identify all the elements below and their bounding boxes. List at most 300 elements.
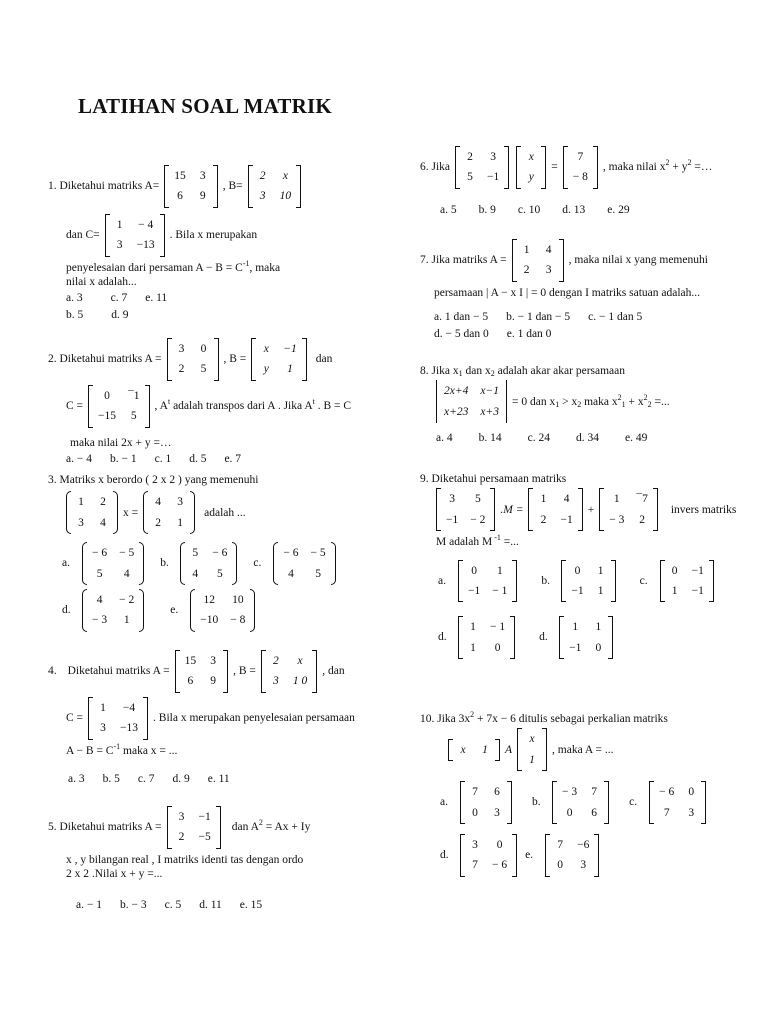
- matrix-cell: 1 0: [292, 675, 308, 688]
- matrix-cell: 2: [639, 513, 645, 526]
- question-7: [420, 237, 708, 343]
- q9-option-c-label[interactable]: c.: [639, 574, 648, 587]
- right-bracket: [113, 491, 118, 534]
- matrix-cell: 1: [177, 516, 183, 529]
- matrix-cell: 5: [216, 567, 223, 580]
- matrix-cell: −1: [198, 811, 211, 823]
- q4-mid: , B =: [233, 665, 256, 678]
- right-bracket: [302, 338, 307, 381]
- q10-option-d-label[interactable]: d.: [440, 849, 449, 862]
- right-bracket: [145, 385, 150, 428]
- matrix-cell: − 8: [230, 614, 246, 627]
- q10-row-vector: [448, 739, 500, 761]
- matrix-cell: − 3: [562, 786, 578, 799]
- right-bracket: [216, 806, 221, 849]
- matrix-cell: − 4: [138, 218, 154, 231]
- right-bracket: [232, 542, 237, 585]
- q2-tail: dan: [315, 353, 333, 366]
- matrix-cell: x+23: [444, 405, 469, 418]
- right-bracket: [611, 560, 616, 603]
- q4-lead: Diketahui matriks A =: [67, 665, 170, 678]
- q6-vector-result: [563, 146, 598, 189]
- matrix-cell: 1: [470, 641, 476, 654]
- q8-option-c[interactable]: c. 24: [527, 432, 550, 445]
- right-bracket: [213, 165, 218, 208]
- q7-option-d[interactable]: d. − 5 dan 0: [434, 327, 489, 340]
- q5-option-b[interactable]: b. − 3: [119, 898, 147, 911]
- matrix-cell: x+3: [480, 405, 499, 418]
- matrix-cell: 4: [100, 516, 106, 529]
- matrix-cell: 1: [613, 493, 620, 506]
- matrix-cell: − 8: [572, 171, 588, 184]
- matrix-cell: 5: [474, 493, 481, 506]
- matrix-cell: 7: [663, 806, 670, 819]
- q2-option-a[interactable]: a. − 4: [66, 452, 92, 465]
- matrix-cell: x: [528, 151, 534, 163]
- matrix-cell: x−1: [480, 385, 499, 398]
- q3-option-c-matrix: [273, 542, 335, 585]
- q9-option-c-matrix: [660, 560, 714, 603]
- q3-option-a-matrix: [82, 542, 144, 585]
- matrix-cell: 1: [482, 743, 488, 756]
- right-bracket: [594, 834, 599, 877]
- question-9: [420, 472, 736, 663]
- matrix-cell: 3: [116, 239, 123, 252]
- q1-matrix-a: [164, 165, 218, 208]
- q7-option-a[interactable]: a. 1 dan − 5: [434, 311, 489, 324]
- q1-option-d[interactable]: d. 9: [111, 308, 129, 321]
- matrix-cell: 3: [178, 811, 185, 823]
- q5-matrix-a: [167, 806, 221, 849]
- matrix-cell: 2: [155, 516, 161, 529]
- matrix-cell: 0: [671, 564, 678, 577]
- question-6: [420, 144, 712, 219]
- matrix-cell: −1: [468, 584, 481, 597]
- matrix-cell: − 2: [470, 513, 486, 526]
- matrix-cell: −1: [569, 641, 582, 654]
- matrix-cell: 5: [200, 363, 207, 376]
- right-bracket: [190, 491, 195, 534]
- right-bracket: [559, 239, 564, 282]
- matrix-cell: 6: [177, 190, 183, 203]
- q10-option-b-matrix: [552, 781, 609, 824]
- matrix-cell: 2x+4: [444, 385, 469, 398]
- matrix-cell: 1: [496, 564, 503, 577]
- matrix-cell: 0: [566, 806, 573, 819]
- matrix-cell: 9: [210, 675, 216, 688]
- right-bracket: [214, 338, 219, 381]
- right-bracket: [507, 781, 512, 824]
- q7-options-row2: [434, 327, 708, 341]
- matrix-cell: 4: [192, 567, 199, 580]
- matrix-cell: 12: [203, 593, 215, 606]
- question-8: [420, 364, 670, 448]
- q4-matrix-c: [88, 697, 148, 740]
- matrix-cell: 3: [178, 343, 185, 355]
- matrix-cell: − 6: [92, 547, 108, 560]
- q3-option-e-matrix: [190, 589, 255, 632]
- worksheet-title: LATIHAN SOAL MATRIK: [78, 94, 332, 118]
- q3-option-b-label[interactable]: b.: [160, 557, 169, 570]
- q1-matrix-b: [248, 165, 302, 208]
- matrix-cell: 7: [472, 859, 478, 872]
- matrix-cell: −1: [487, 171, 500, 184]
- q3-option-b-matrix: [180, 542, 237, 585]
- q9-option-a-label[interactable]: a.: [438, 574, 446, 587]
- q10-matrix-a-symbol: A: [505, 743, 513, 756]
- question-1: [48, 163, 303, 324]
- right-bracket: [250, 589, 255, 632]
- right-bracket: [512, 834, 517, 877]
- matrix-cell: 0: [472, 806, 478, 819]
- q9-option-a-matrix: [458, 560, 517, 603]
- q2-option-d[interactable]: d. 5: [189, 452, 207, 465]
- matrix-cell: 1: [523, 244, 530, 256]
- matrix-cell: 3: [545, 264, 552, 277]
- matrix-cell: 2: [467, 151, 473, 163]
- matrix-cell: ¯7: [636, 493, 648, 506]
- matrix-cell: 4: [123, 567, 130, 580]
- q10-option-b-label[interactable]: b.: [532, 796, 541, 809]
- q4-matrix-a: [175, 650, 229, 693]
- matrix-cell: 1: [123, 614, 130, 627]
- matrix-cell: 2: [100, 496, 106, 509]
- q1-option-e[interactable]: e. 11: [145, 292, 168, 305]
- matrix-cell: 1: [540, 493, 547, 506]
- matrix-cell: −6: [577, 838, 590, 851]
- matrix-cell: 1: [572, 621, 579, 634]
- q4-c-lead: C =: [66, 711, 84, 724]
- matrix-cell: 0: [471, 564, 477, 577]
- matrix-cell: −1: [446, 513, 459, 526]
- q1-lead: 1. Diketahui matriks A=: [48, 180, 160, 193]
- q4-c-tail: . Bila x merupakan penyelesaian persamaan: [153, 711, 355, 724]
- q1-option-c[interactable]: c. 7: [110, 292, 128, 305]
- q1-mid: , B=: [222, 180, 243, 193]
- matrix-cell: 2: [273, 655, 279, 667]
- matrix-cell: 2: [178, 831, 185, 844]
- q7-line2: persamaan | A − x I | = 0 dengan I matriks satuan adalah...: [434, 286, 701, 299]
- q4-tail: , dan: [322, 665, 345, 678]
- matrix-cell: 7: [591, 786, 597, 799]
- q10-column-vector: [517, 728, 547, 771]
- matrix-cell: −1: [691, 584, 704, 597]
- right-bracket: [312, 650, 317, 693]
- q9-lead: 9. Diketahui persamaan matriks: [420, 473, 567, 485]
- q2-matrix-c: [88, 385, 150, 428]
- matrix-cell: y: [528, 171, 534, 184]
- matrix-cell: 1: [78, 496, 84, 509]
- matrix-cell: 1: [100, 701, 106, 714]
- matrix-cell: −13: [120, 722, 139, 735]
- matrix-cell: 4: [288, 567, 294, 580]
- matrix-cell: − 3: [92, 614, 108, 627]
- right-bracket: [510, 616, 515, 659]
- q2-option-b[interactable]: b. − 1: [109, 452, 137, 465]
- matrix-cell: 9: [199, 190, 206, 203]
- matrix-cell: x: [282, 170, 288, 182]
- q10-option-c-label[interactable]: c.: [629, 796, 638, 809]
- q5-line2: x , y bilangan real , I matriks identi tas dengan ordo: [66, 853, 304, 866]
- matrix-cell: − 6: [492, 859, 508, 872]
- q9-matrix-b: [528, 488, 582, 531]
- matrix-cell: 4: [563, 493, 570, 506]
- q6-options: [440, 203, 712, 217]
- matrix-cell: −1: [691, 564, 704, 577]
- right-bracket: [541, 146, 546, 189]
- q7-option-e[interactable]: e. 1 dan 0: [506, 327, 552, 340]
- q3-text: 3. Matriks x berordo ( 2 x 2 ) yang memenuhi: [48, 474, 259, 486]
- q10-tail: , maka A = ...: [552, 743, 614, 756]
- q8-options: [436, 431, 670, 445]
- q1-options-row1: [66, 291, 303, 305]
- matrix-cell: − 1: [490, 621, 506, 634]
- q6-option-a[interactable]: a. 5: [440, 203, 457, 216]
- q3-option-c-label[interactable]: c.: [253, 557, 262, 570]
- q2-ask: maka nilai 2x + y =…: [70, 436, 172, 449]
- q1-matrix-c: [105, 214, 165, 257]
- q4-option-e[interactable]: e. 11: [207, 772, 230, 785]
- matrix-cell: −4: [122, 701, 136, 714]
- q7-tail: , maka nilai x yang memenuhi: [568, 254, 708, 267]
- q8-option-d[interactable]: d. 34: [575, 432, 599, 445]
- q3-option-d-label[interactable]: d.: [62, 604, 71, 617]
- matrix-cell: − 6: [659, 786, 675, 799]
- q4-option-a[interactable]: a. 3: [68, 772, 85, 785]
- q1-options-row2: [66, 308, 303, 322]
- matrix-cell: 0: [200, 343, 207, 355]
- right-bracket: [223, 650, 228, 693]
- q8-option-e[interactable]: e. 49: [624, 432, 648, 445]
- q10-option-e-matrix: [545, 834, 599, 877]
- matrix-cell: 1: [529, 753, 535, 766]
- q9-mid: .M =: [500, 503, 524, 516]
- matrix-cell: 6: [187, 675, 194, 688]
- q9-option-d-matrix: [458, 616, 515, 659]
- q9-line2: M adalah M $^{-1}$ =...: [436, 533, 519, 549]
- matrix-cell: 3: [259, 190, 266, 203]
- q9-option-d2-matrix: [559, 616, 613, 659]
- q4-option-b[interactable]: b. 5: [102, 772, 120, 785]
- q10-option-e-label[interactable]: e.: [525, 849, 534, 862]
- q6-vector-xy: [516, 146, 546, 189]
- q8-option-b[interactable]: b. 14: [478, 432, 502, 445]
- q9-option-b-matrix: [561, 560, 615, 603]
- matrix-cell: 6: [494, 786, 500, 799]
- matrix-cell: −10: [200, 614, 219, 627]
- q6-option-d[interactable]: d. 13: [562, 203, 586, 216]
- q5-line3: 2 x 2 .Nilai x + y =...: [66, 868, 163, 881]
- q2-option-c[interactable]: c. 1: [154, 452, 172, 465]
- right-bracket: [296, 165, 301, 208]
- matrix-cell: 1: [671, 584, 678, 597]
- matrix-cell: 3: [199, 170, 206, 182]
- q5-option-d[interactable]: d. 11: [199, 898, 222, 911]
- q4-matrix-b: [261, 650, 317, 693]
- question-2: [48, 336, 351, 468]
- q5-lead: 5. Diketahui matriks A =: [48, 821, 162, 834]
- q6-option-e[interactable]: e. 29: [607, 203, 630, 216]
- matrix-cell: 5: [130, 410, 137, 423]
- matrix-cell: −13: [136, 239, 155, 252]
- matrix-cell: 5: [467, 171, 473, 184]
- q10-option-d-matrix: [460, 834, 517, 877]
- question-4: [48, 648, 355, 788]
- matrix-cell: x: [297, 655, 303, 667]
- q2-matrix-a: [167, 338, 219, 381]
- q7-option-c[interactable]: c. − 1 dan 5: [588, 311, 643, 324]
- q7-lead: 7. Jika matriks A =: [420, 254, 507, 267]
- q1-option-b[interactable]: b. 5: [66, 308, 84, 321]
- matrix-cell: 3: [78, 516, 84, 529]
- matrix-cell: − 5: [119, 547, 135, 560]
- q4-num: 4.: [48, 665, 57, 678]
- right-bracket: [604, 781, 609, 824]
- q9-option-d-label[interactable]: d.: [438, 631, 447, 644]
- q5-option-c[interactable]: c. 5: [164, 898, 182, 911]
- q3-option-e-label[interactable]: e.: [170, 604, 179, 617]
- matrix-cell: 10: [232, 593, 244, 606]
- matrix-cell: 0: [557, 859, 563, 872]
- matrix-cell: 1: [470, 621, 476, 634]
- matrix-cell: −5: [198, 831, 211, 844]
- matrix-cell: 1: [287, 363, 293, 376]
- matrix-cell: 0: [688, 786, 695, 799]
- matrix-cell: 1: [597, 584, 604, 597]
- matrix-cell: − 6: [212, 547, 228, 560]
- q3-xeq: x =: [123, 506, 139, 519]
- right-bracket: [709, 560, 714, 603]
- q8-determinant: [436, 380, 507, 423]
- right-bracket: [139, 542, 144, 585]
- right-bracket: [504, 146, 509, 189]
- matrix-cell: − 6: [283, 547, 299, 560]
- matrix-cell: −1: [560, 513, 573, 526]
- matrix-cell: 3: [580, 859, 587, 872]
- matrix-cell: 3: [100, 722, 106, 735]
- matrix-cell: 5: [96, 567, 103, 580]
- right-bracket: [143, 697, 148, 740]
- matrix-cell: 0: [574, 564, 581, 577]
- matrix-cell: 2: [540, 513, 547, 526]
- right-bracket: [331, 542, 336, 585]
- q6-option-c[interactable]: c. 10: [517, 203, 541, 216]
- right-bracket: [490, 488, 495, 531]
- q10-lead: 10. Jika $3x^2 + 7x - 6$ ditulis sebagai perkalian matriks: [420, 710, 668, 725]
- matrix-cell: 3: [210, 655, 216, 667]
- matrix-cell: x: [263, 343, 269, 355]
- q6-eq: =: [551, 161, 558, 174]
- q2-option-e[interactable]: e. 7: [224, 452, 242, 465]
- question-3: [48, 473, 338, 636]
- matrix-cell: 1: [597, 564, 604, 577]
- q2-c-lead: C =: [66, 399, 84, 412]
- q5-options: [76, 898, 310, 912]
- q2-options: [66, 452, 351, 466]
- q6-option-b[interactable]: b. 9: [478, 203, 496, 216]
- q8-tail: = 0 dan $x_1 > x_2$ maka $x^2_1 + x^2_2$ =...: [512, 392, 670, 409]
- q10-option-c-matrix: [649, 781, 706, 824]
- matrix-cell: 15: [184, 655, 197, 667]
- matrix-cell: − 5: [310, 547, 326, 560]
- q3-matrix-m2: [143, 491, 195, 534]
- right-bracket: [512, 560, 517, 603]
- q4-option-c[interactable]: c. 7: [137, 772, 155, 785]
- matrix-cell: − 2: [119, 593, 135, 606]
- q4-ask: $A - B = C^{-1}$ maka x = ...: [66, 741, 178, 757]
- right-bracket: [578, 488, 583, 531]
- matrix-cell: 2: [523, 264, 530, 277]
- right-bracket: [593, 146, 598, 189]
- matrix-cell: 7: [577, 151, 584, 163]
- q1-c-tail: . Bila x merupakan: [169, 228, 258, 241]
- q10-option-a-matrix: [460, 781, 512, 824]
- matrix-cell: x: [529, 733, 535, 746]
- q9-plus: +: [587, 503, 595, 516]
- q8-lead: 8. Jika $x_1$ dan $x_2$ adalah akar akar persamaan: [420, 365, 626, 378]
- matrix-cell: 0: [104, 389, 110, 402]
- question-10: [420, 712, 708, 881]
- matrix-cell: 6: [591, 806, 597, 819]
- right-bracket: [160, 214, 165, 257]
- right-bracket: [608, 616, 613, 659]
- q3-tail: adalah ...: [204, 506, 246, 519]
- matrix-cell: 4: [545, 244, 552, 256]
- q7-option-b[interactable]: b. − 1 dan − 5: [506, 311, 571, 324]
- matrix-cell: −1: [571, 584, 584, 597]
- q5-option-e[interactable]: e. 15: [239, 898, 263, 911]
- matrix-cell: 4: [155, 496, 161, 509]
- matrix-cell: ¯1: [128, 389, 140, 402]
- matrix-cell: 1: [116, 218, 123, 231]
- q5-tail: dan $A^2 = Ax + Iy$: [231, 818, 311, 834]
- matrix-cell: 2: [259, 170, 266, 182]
- matrix-cell: 0: [496, 838, 503, 851]
- right-bracket: [504, 380, 507, 423]
- right-bracket: [542, 728, 547, 771]
- matrix-cell: 7: [557, 838, 563, 851]
- q4-options: [68, 772, 355, 786]
- right-bracket: [495, 739, 500, 761]
- q3-option-d-matrix: [82, 589, 144, 632]
- matrix-cell: 5: [192, 547, 199, 560]
- matrix-cell: −15: [98, 410, 117, 423]
- q1-line4: nilai x adalah...: [66, 275, 137, 288]
- q9-matrix-c: [599, 488, 658, 531]
- matrix-cell: 3: [688, 806, 695, 819]
- q9-option-b-label[interactable]: b.: [541, 574, 550, 587]
- matrix-cell: 7: [472, 786, 478, 799]
- matrix-cell: 5: [315, 567, 321, 580]
- q6-tail: , maka nilai $x^2 + y^2$ =…: [602, 158, 713, 174]
- q5-option-a[interactable]: a. − 1: [76, 898, 102, 911]
- q9-matrix-a: [436, 488, 495, 531]
- q8-option-a[interactable]: a. 4: [436, 432, 453, 445]
- q3-option-a-label[interactable]: a.: [62, 557, 70, 570]
- q1-line3: penyelesaian dari persaman $A - B = C^{-1}$, maka: [66, 258, 281, 274]
- q2-mid: , B =: [223, 353, 247, 366]
- matrix-cell: 2: [178, 363, 185, 376]
- matrix-cell: 3: [494, 806, 500, 819]
- q1-option-a[interactable]: a. 3: [66, 292, 83, 305]
- q4-option-d[interactable]: d. 9: [172, 772, 190, 785]
- q6-lead: 6. Jika: [420, 161, 451, 174]
- q10-option-a-label[interactable]: a.: [440, 796, 448, 809]
- q6-matrix-a: [455, 146, 509, 189]
- q9-option-d2-label[interactable]: d.: [539, 631, 548, 644]
- right-bracket: [139, 589, 144, 632]
- matrix-cell: 3: [490, 151, 497, 163]
